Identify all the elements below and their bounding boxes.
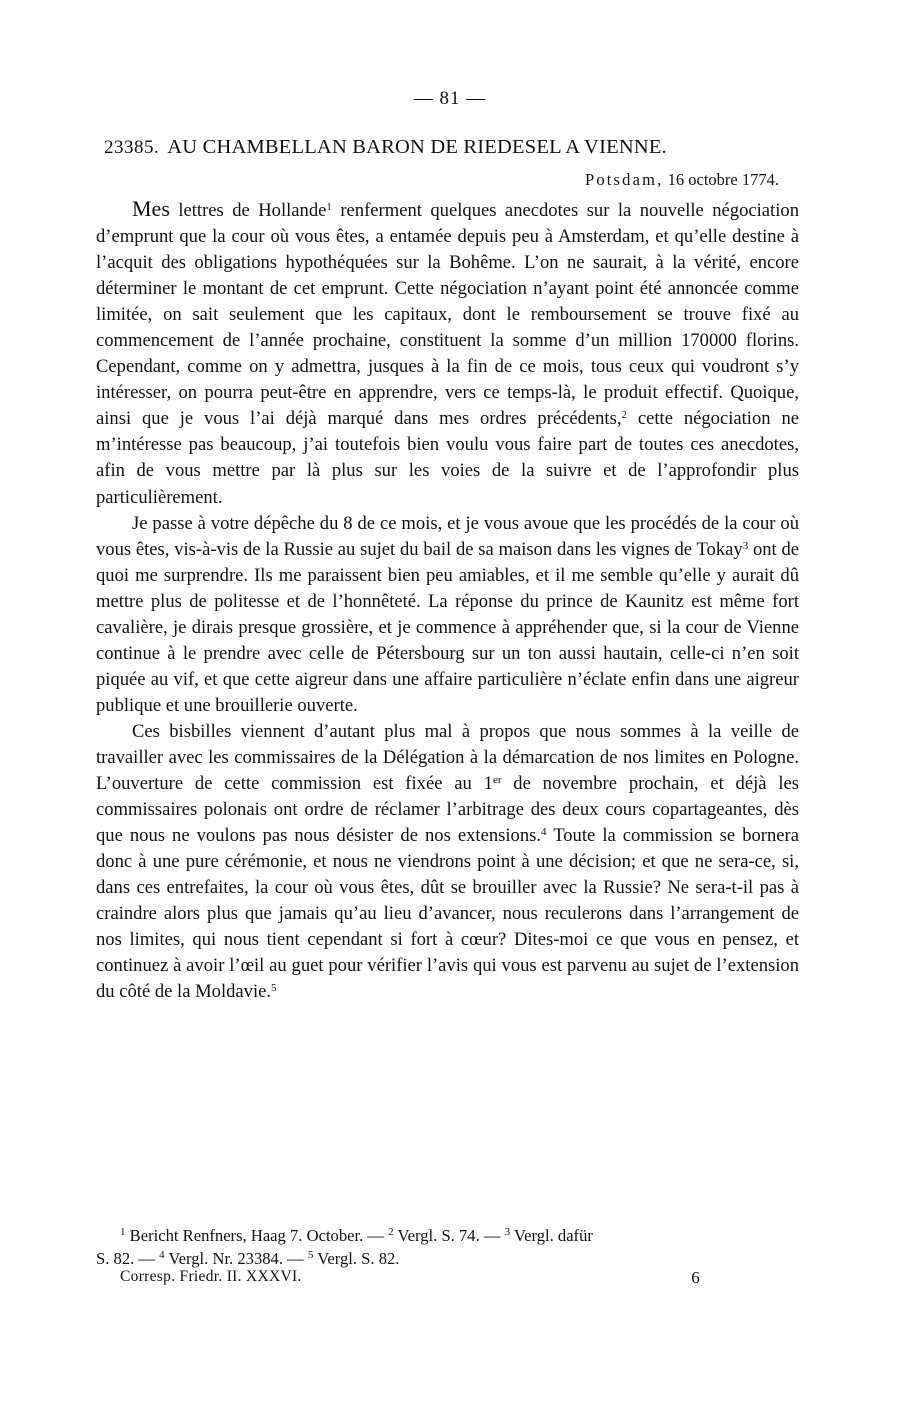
text-run: Mes xyxy=(132,196,170,221)
paragraph xyxy=(96,511,799,719)
footnote-line xyxy=(96,1224,799,1247)
footnote-marker: 5 xyxy=(307,1249,314,1261)
paragraph xyxy=(96,196,799,511)
text-run: Vergl. S. 74. — xyxy=(393,1226,505,1245)
footnote-marker: 3 xyxy=(504,1226,511,1238)
text-run: Toute la commission se bornera donc à une pure cérémonie, et nous ne viendrons point à une décision; et que ne sera-ce, si, dans ces entrefaites, la cour où vous êtes, dût se brouiller avec la Russie? Ne sera-t-il pas à craindre alors plus que jamais qu’au lieu d’avancer, nous reculerons dans l’arrangement de nos limites, qui nous tient cependant si fort à cœur? Dites-moi ce que vous en pensez, et continuez à avoir l’œil au guet pour vérifier l’avis qui vous est parvenu au sujet de l’extension du côté de la Moldavie. xyxy=(96,825,799,1003)
letter-number: 23385. xyxy=(104,137,160,158)
letter-heading xyxy=(104,136,794,159)
text-run: lettres de Hollande xyxy=(169,200,327,221)
footnote-marker: 2 xyxy=(388,1226,394,1238)
text-run: Vergl. Nr. 23384. — xyxy=(164,1249,308,1268)
letter-body xyxy=(96,196,799,1005)
page-folio: — 81 — xyxy=(413,88,487,109)
footnote-line xyxy=(96,1247,799,1270)
text-run: S. 82. — xyxy=(96,1249,160,1268)
footnote-marker: 3 xyxy=(742,539,749,552)
footnote-marker: er xyxy=(492,774,502,787)
text-run: Vergl. dafür xyxy=(510,1226,593,1245)
text-run: cette négociation ne m’intéresse pas beaucoup, j’ai toutefois bien voulu vous faire part de toutes ces anecdotes, afin de vous mettre par là plus sur les voies de la suivre et de l’approfondir plus particulièrement. xyxy=(96,408,799,508)
page-footer xyxy=(120,1268,700,1286)
text-run: renferment quelques anecdotes sur la nouvelle négociation d’emprunt que la cour où vous êtes, a entamée depuis peu à Amsterdam, et qu’elle destine à l’acquit des obligations hypothéquées sur la Bohême. L’on ne saurait, à la vérité, encore déterminer le montant de cet emprunt. Cette négociation n’ayant point été annoncée comme limitée, on sait seulement que les capitaux, dont le remboursement se trouve fixé au commencement de l’année prochaine, constituent la somme d’un million 170000 florins. Cependant, comme on y admettra, jusques à la fin de ce mois, tous ceux qui voudront s’y intéresser, on pourra peut-être en apprendre, vers ce temps-là, le produit effectif. Quoique, ainsi que je vous l’ai déjà marqué dans mes ordres précédents, xyxy=(96,200,799,430)
text-run: ont de quoi me surprendre. Ils me paraissent bien peu amiables, et il me semble qu’elle y aurait dû mettre plus de politesse et de l’honnêteté. La réponse du prince de Kaunitz est même fort cavalière, je dirais presque grossière, et je commence à appréhender que, si la cour de Vienne continue à le prendre avec celle de Pétersbourg sur un ton aussi hautain, celle-ci n’en soit piquée au vif, et que cette aigreur dans une affaire particulière n’éclate enfin dans une aigreur publique et une brouillerie ouverte. xyxy=(96,538,800,716)
footnote-marker: 5 xyxy=(271,982,277,995)
footnotes xyxy=(96,1224,799,1270)
letter-date: 16 octobre 1774. xyxy=(667,170,779,189)
sheet-signature: Corresp. Friedr. II. XXXVI. xyxy=(120,1268,302,1285)
footnote-marker: 1 xyxy=(120,1226,126,1238)
footnote-marker: 4 xyxy=(159,1249,165,1261)
footnote-marker: 4 xyxy=(541,826,547,839)
footnote-marker: 1 xyxy=(326,201,332,213)
text-run: Bericht Renfners, Haag 7. October. — xyxy=(125,1226,389,1245)
text-run: Vergl. S. 82. xyxy=(313,1249,400,1268)
letter-place: Potsdam, xyxy=(584,170,664,189)
paragraph xyxy=(96,719,799,1006)
text-run: Ces bisbilles viennent d’autant plus mal à propos que nous sommes à la veille de travailler avec les commissaires de la Délégation à la démarcation de nos limites en Pologne. L’ouverture de cette commission est fixée au 1 xyxy=(96,720,799,795)
letter-title: AU CHAMBELLAN BARON DE RIEDESEL A VIENNE. xyxy=(167,136,667,158)
footnote-marker: 2 xyxy=(621,409,627,422)
text-run: Je passe à votre dépêche du 8 de ce mois, et je vous avoue que les procédés de la cour où vous êtes, vis-à-vis de la Russie au sujet du bail de sa maison dans les vignes de Tokay xyxy=(96,512,799,560)
text-run: de novembre prochain, et déjà les commissaires polonais ont ordre de réclamer l’arbitrage des deux cours copartageantes, dès que nous ne voulons pas nous désister de nos extensions. xyxy=(96,773,799,847)
letter-dateline xyxy=(96,170,779,190)
sheet-number: 6 xyxy=(691,1268,700,1287)
